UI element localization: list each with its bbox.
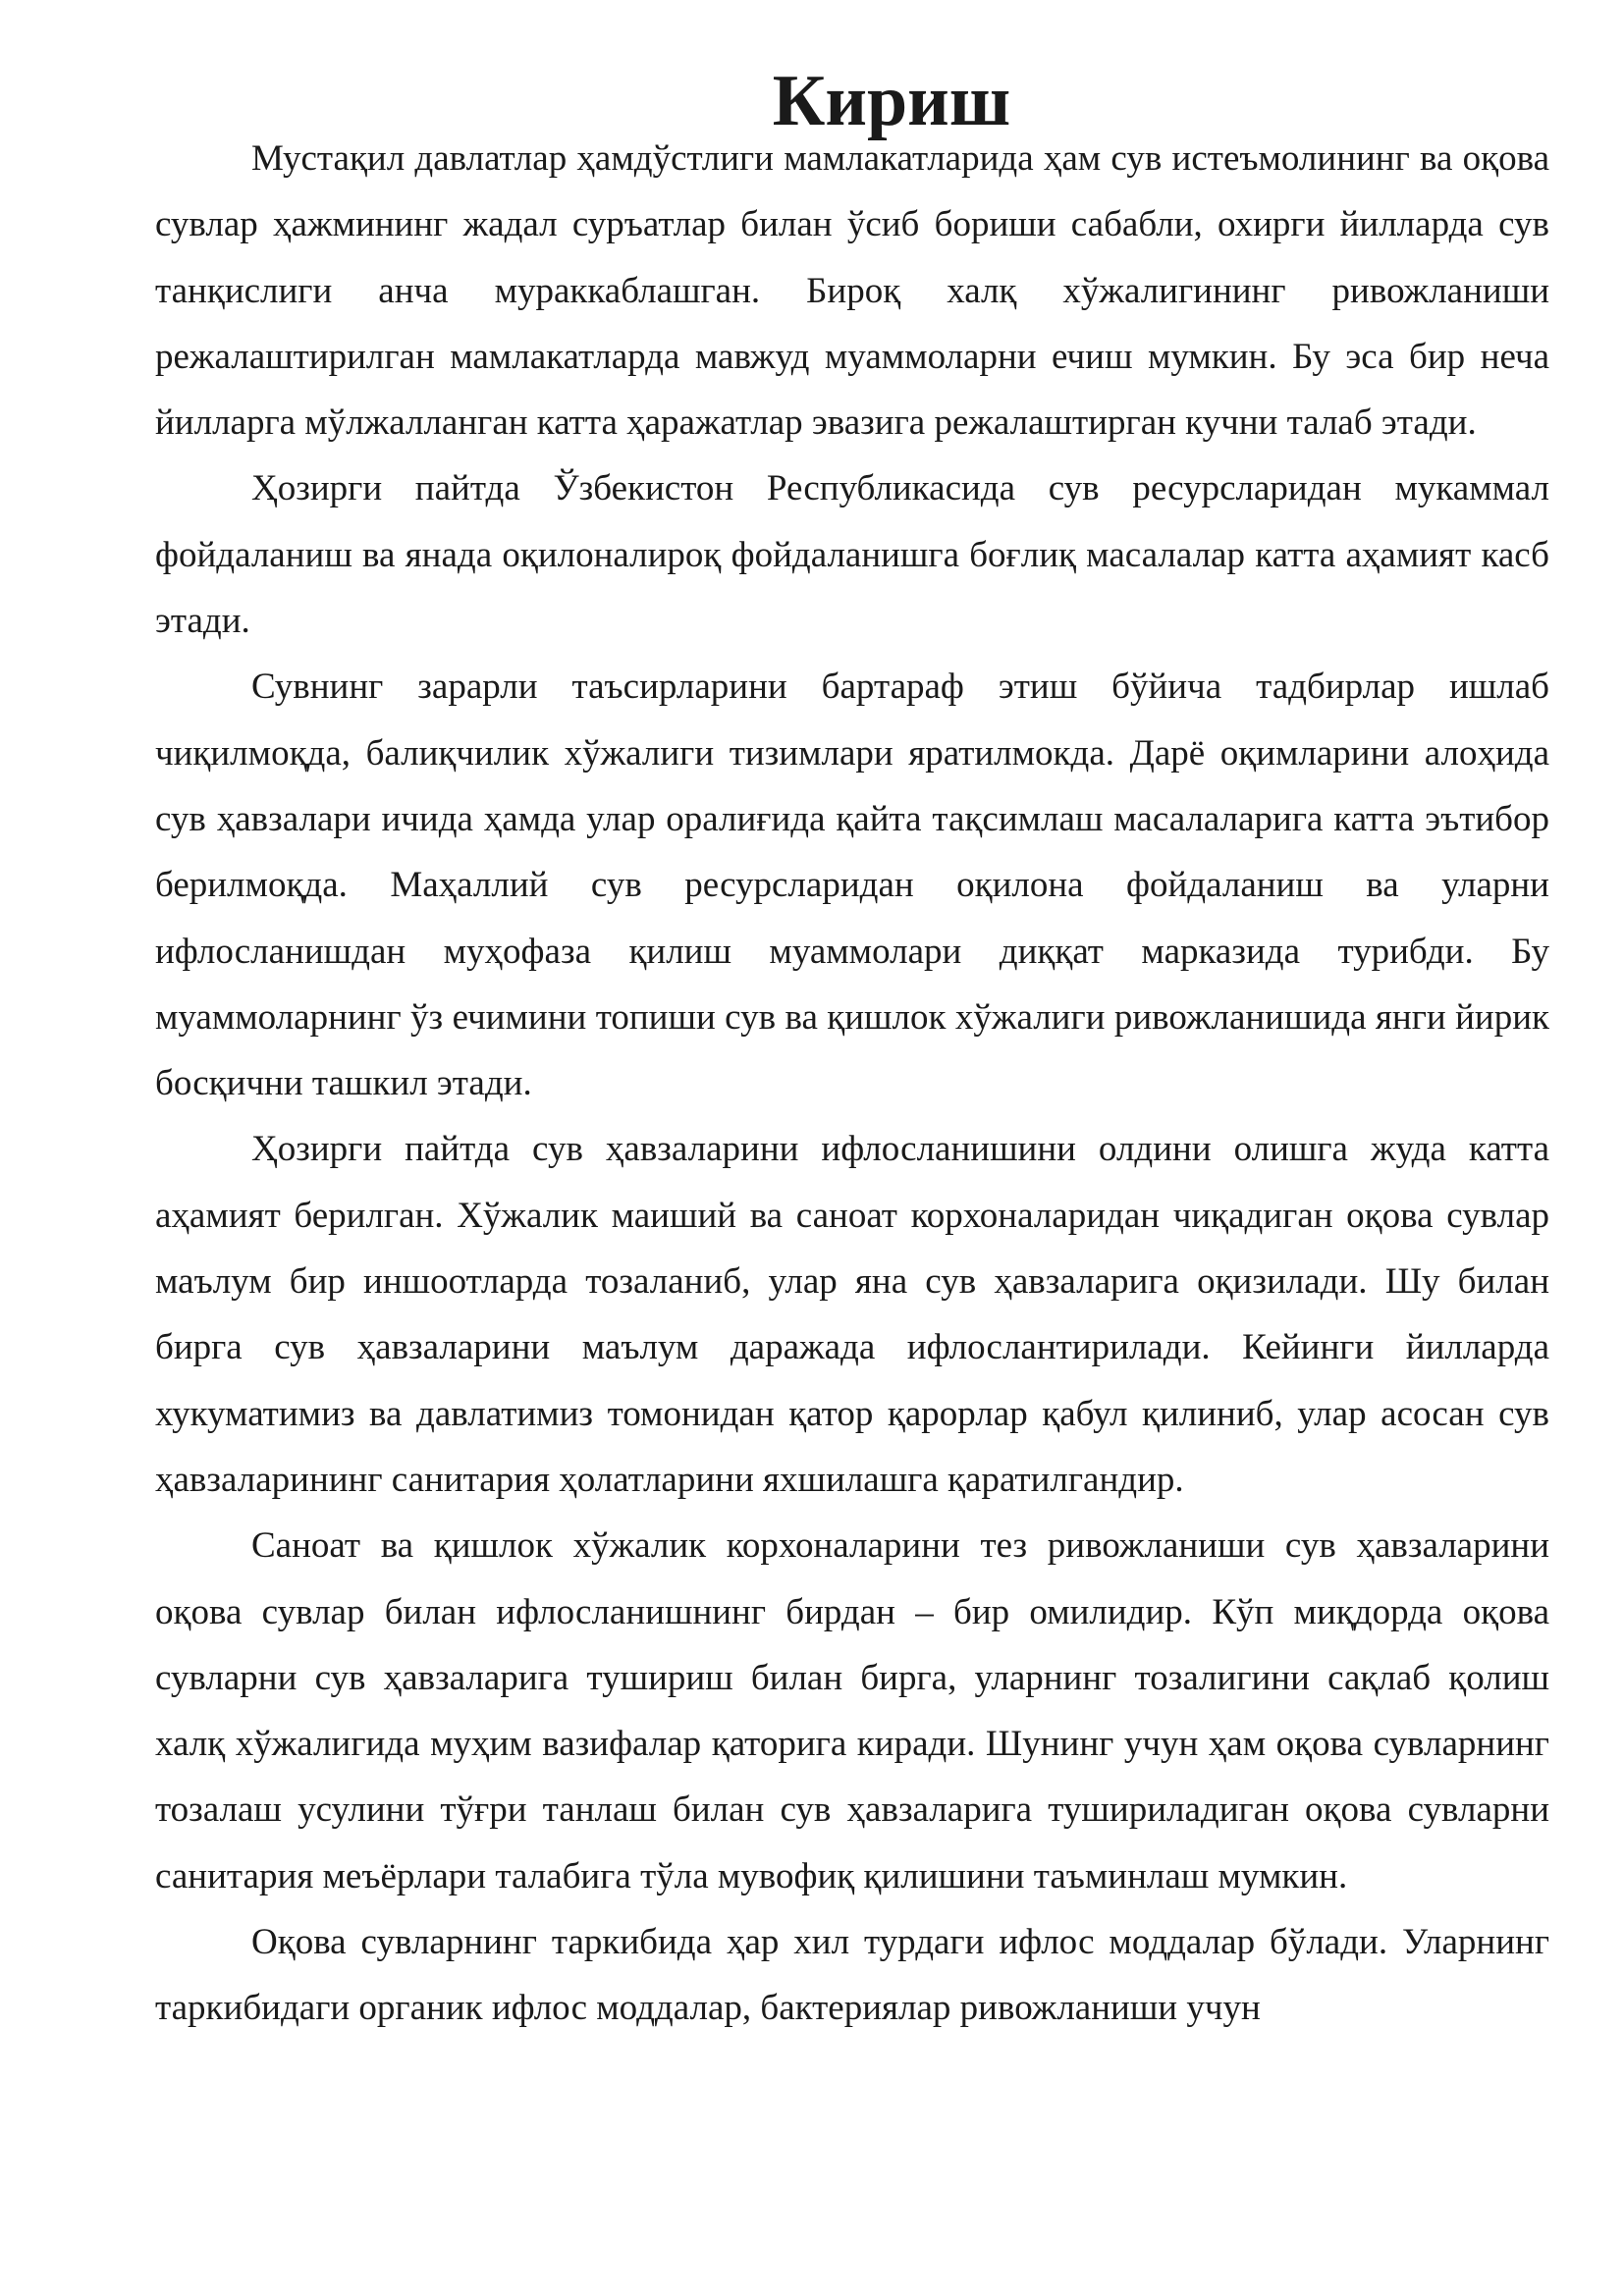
paragraph-4: Ҳозирги пайтда сув ҳавзаларини ифлосланишини олдини олишга жуда катта аҳамият берилган. Хўжалик маиший ва саноат корхоналаридан чиқадиган оқова сувлар маълум бир иншоотларда тозаланиб, улар яна сув ҳавзаларига оқизилади. Шу билан бирга сув ҳавзаларини маълум даражада ифлослантирилади. Кейинги йилларда хукуматимиз ва давлатимиз томонидан қатор қарорлар қабул қилиниб, улар асосан сув ҳавзаларининг санитария ҳолатларини яхшилашга қаратилгандир. [155, 1129, 1549, 1500]
paragraph-3: Сувнинг зарарли таъсирларини бартараф этиш бўйича тадбирлар ишлаб чиқилмоқда, балиқчилик хўжалиги тизимлари яратилмокда. Дарё оқимларини алоҳида сув ҳавзалари ичида ҳамда улар оралиғида қайта тақсимлаш масалаларига катта эътибор берилмоқда. Маҳаллий сув ресурсларидан оқилона фойдаланиш ва уларни ифлосланишдан муҳофаза қилиш муаммолари диққат марказида турибди. Бу муаммоларнинг ўз ечимини топиши сув ва қишлок хўжалиги ривожланишида янги йирик босқични ташкил этади. [155, 667, 1549, 1104]
document-page [155, 61, 1549, 2042]
paragraph-2: Ҳозирги пайтда Ўзбекистон Республикасида сув ресурсларидан мукаммал фойдаланиш ва янада оқилоналироқ фойдаланишга боғлиқ масалалар катта аҳамият касб этади. [155, 468, 1549, 642]
paragraph-5: Саноат ва қишлок хўжалик корхоналарини тез ривожланиши сув ҳавзаларини оқова сувлар билан ифлосланишнинг бирдан – бир омилидир. Кўп миқдорда оқова сувларни сув ҳавзаларига тушириш билан бирга, уларнинг тозалигини сақлаб қолиш халқ хўжалигида муҳим вазифалар қаторига киради. Шунинг учун ҳам оқова сувларнинг тозалаш усулини тўғри танлаш билан сув ҳавзаларига тушириладиган оқова сувларни санитария меъёрлари талабига тўла мувофиқ қилишини таъминлаш мумкин. [155, 1525, 1549, 1896]
paragraph-6: Оқова сувларнинг таркибида ҳар хил турдаги ифлос моддалар бўлади. Уларнинг таркибидаги органик ифлос моддалар, бактериялар ривожланиши учун [155, 1922, 1549, 2029]
document-title: Кириш [772, 61, 1011, 141]
paragraph-1: Мустақил давлатлар ҳамдўстлиги мамлакатларида ҳам сув истеъмолининг ва оқова сувлар ҳажмининг жадал суръатлар билан ўсиб бориши сабабли, охирги йилларда сув танқислиги анча мураккаблашган. Бироқ халқ хўжалигининг ривожланиши режалаштирилган мамлакатларда мавжуд муаммоларни ечиш мумкин. Бу эса бир неча йилларга мўлжалланган катта ҳаражатлар эвазига режалаштирган кучни талаб этади. [155, 138, 1549, 444]
